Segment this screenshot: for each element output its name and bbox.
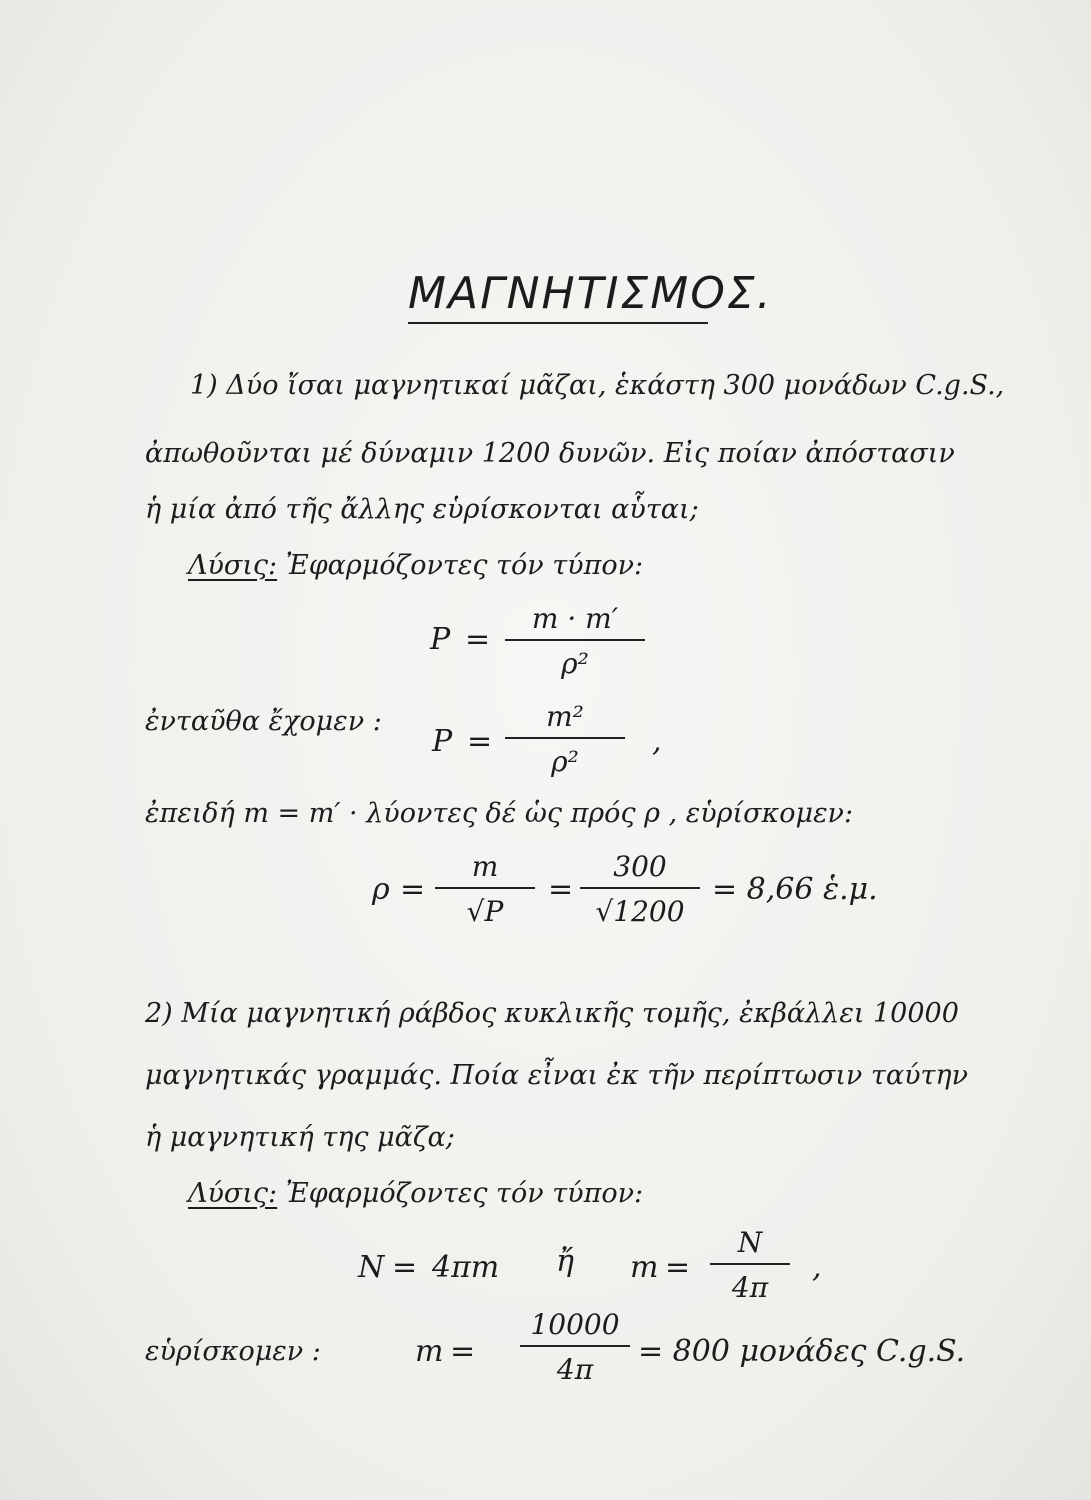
formula4-lhs: N [358,1250,385,1285]
formula3-result: = 8,66 ἑ.μ. [712,872,878,907]
solution-label: Λύσις: [188,1178,278,1209]
problem1-line3: ἡ μία ἀπό τῆς ἄλλης εὑρίσκονται αὗται; [145,494,699,525]
formula4-eq2: = [665,1250,691,1285]
formula3-fraction1 [435,850,535,928]
fraction-bar [520,1345,630,1347]
problem2-line2: μαγνητικάς γραμμάς. Ποία εἶναι ἐκ τῆν περίπτωσιν ταύτην [145,1060,969,1091]
formula2-tail: , [652,724,662,759]
title-underline [408,322,708,324]
formula3-eq: = [400,872,426,907]
formula1-lhs: P [430,622,451,657]
formula4-fraction [710,1226,790,1304]
formula4-rhs: 4πm [432,1250,500,1285]
fraction-numerator: m [471,850,499,883]
problem2-line1: 2) Μία μαγνητική ράβδος κυκλικῆς τομῆς, ἐκβάλλει 10000 [145,998,959,1029]
fraction-denominator: √P [466,895,504,928]
fraction-numerator: m · m′ [531,602,619,635]
since-text: ἐπειδή m = m′ · λύοντες δέ ὡς πρός ρ , εὑρίσκομεν: [145,798,854,829]
formula5-result: = 800 μονάδες C.g.S. [638,1334,966,1369]
problem1-solution [188,552,643,579]
fraction-denominator: ρ² [561,647,589,680]
page-title: ΜΑΓΝΗΤΙΣΜΟΣ. [408,268,773,319]
fraction-bar [505,639,645,641]
problem2-line3: ἡ μαγνητική της μᾶζα; [145,1122,455,1153]
formula4-or: ἤ [556,1244,574,1279]
problem1-line2: ἀπωθοῦνται μέ δύναμιν 1200 δυνῶν. Εἰς ποίαν ἀπόστασιν [145,438,955,469]
fraction-denominator: 4π [731,1271,769,1304]
formula3-fraction2 [580,850,700,928]
fraction-bar [710,1263,790,1265]
formula1-fraction [505,602,645,680]
formula2-lhs: P [432,724,453,759]
solution-label: Λύσις: [188,550,278,581]
formula5-eq: = [450,1334,476,1369]
here-label: ἐνταῦθα ἔχομεν : [145,706,382,737]
formula4-eq: = [392,1250,418,1285]
fraction-numerator: m² [546,700,584,733]
formula2-eq: = [467,724,493,759]
formula3-eq2: = [548,872,574,907]
solution-text: Ἐφαρμόζοντες τόν τύπον: [285,1178,644,1209]
fraction-numerator: 300 [613,850,667,883]
problem2-solution [188,1180,643,1207]
fraction-denominator: 4π [556,1353,594,1386]
problem1-line1: 1) Δύο ἴσαι μαγνητικαί μᾶζαι, ἑκάστη 300 μονάδων C.g.S., [190,370,1005,401]
formula3-lhs: ρ [372,872,390,907]
fraction-bar [505,737,625,739]
fraction-bar [580,887,700,889]
find-label: εὑρίσκομεν : [145,1336,321,1367]
solution-text: Ἐφαρμόζοντες τόν τύπον: [285,550,644,581]
fraction-denominator: √1200 [595,895,685,928]
fraction-numerator: 10000 [530,1308,620,1341]
formula4-lhs2: m [630,1250,659,1285]
formula2-fraction [505,700,625,778]
fraction-denominator: ρ² [551,745,579,778]
fraction-numerator: N [737,1226,763,1259]
formula5-fraction [520,1308,630,1386]
fraction-bar [435,887,535,889]
formula5-lhs: m [415,1334,444,1369]
formula4-tail: , [812,1250,822,1285]
formula1-eq: = [465,622,491,657]
